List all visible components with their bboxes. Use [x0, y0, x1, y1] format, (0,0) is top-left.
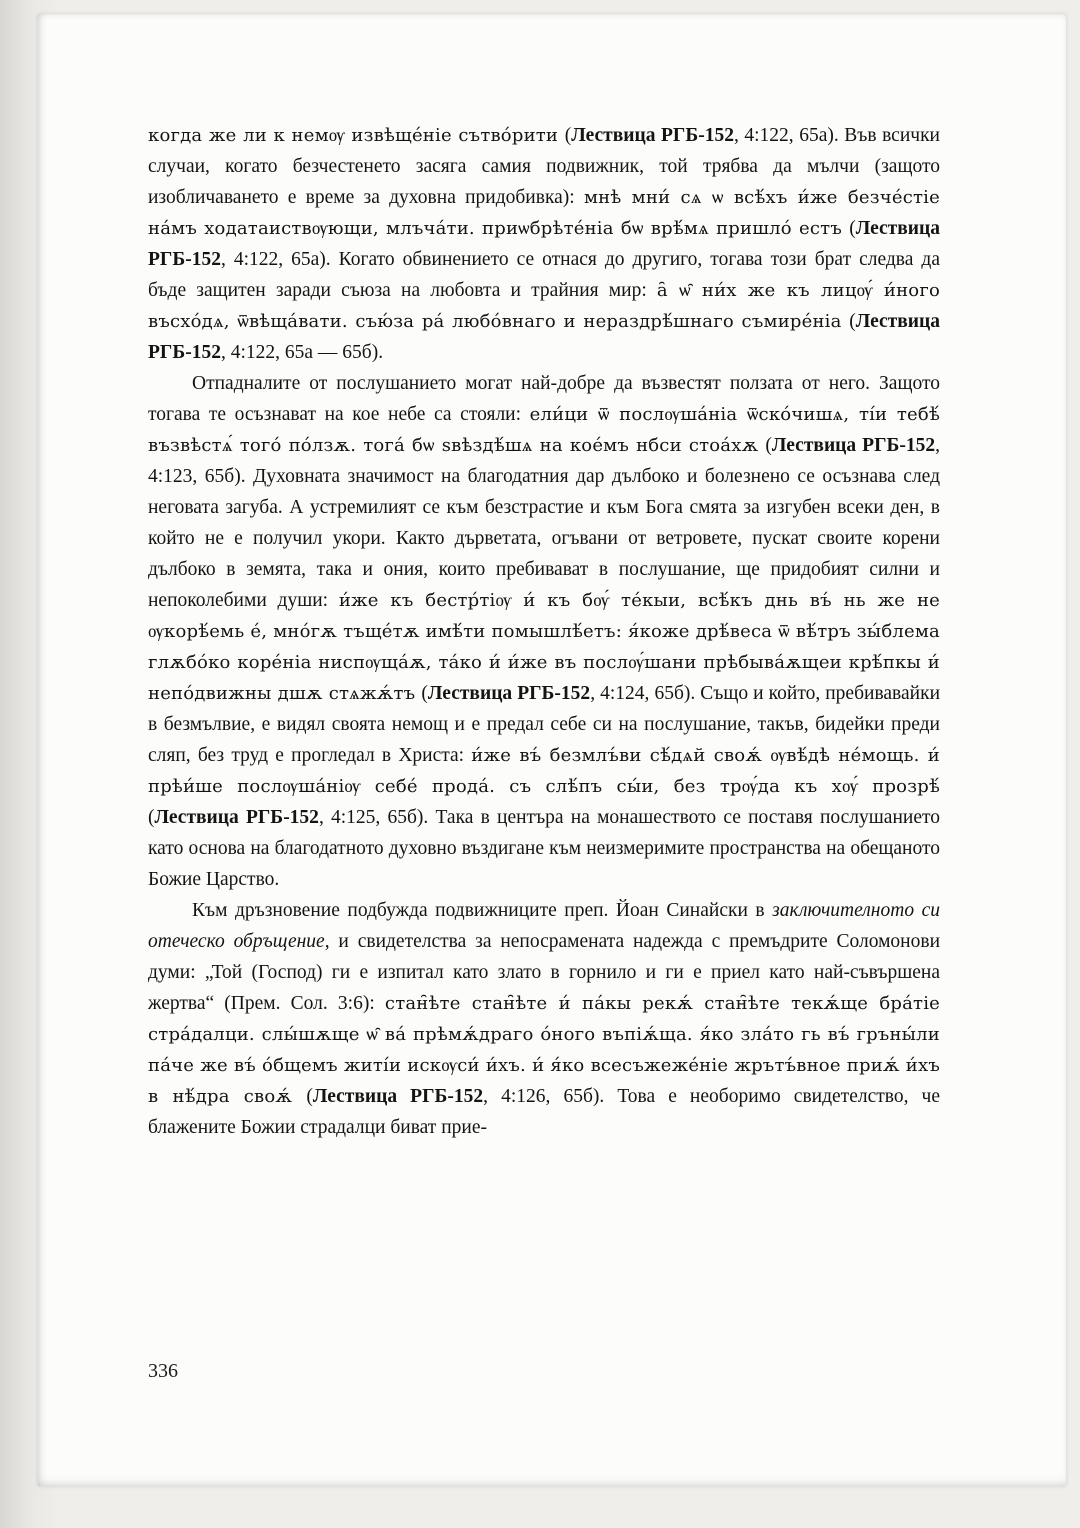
text-run-body: , и свидетелства за непосрамената надежда с премъдрите Соломонови думи: „Той (Господ) ги е изпитал като злато в горнило и ги е приел като най-съвършена жертва“ (Прем. Сол. 3:6):	[148, 931, 941, 1014]
text-run-body: (	[421, 683, 428, 704]
page-number: 336	[148, 1360, 178, 1382]
text-run-cs: ели́ци ѿ послѹша́ніа ѿско́чишѧ, ті́и тебѣ́ възвѣстѧ́ того́ по́лзѫ. тога́ бѡ ѕвѣздѣ́шѧ на кое́мъ нбси стоа́хѫ	[148, 404, 940, 456]
paragraph	[148, 368, 940, 895]
text-run-body: , 4:122, 65а). Във всички случаи, когато безчестенето засяга самия подвижник, той трябва да мълчи (защото изобличаването е време за духовна придобивка):	[148, 125, 940, 208]
text-run-cs: и́же къ бестр́тіѹ и́ къ бѹ́ те́кыи, всѣ́къ днь въ́ нь же не ѹкорѣ́емь е́, мно́гѫ тъще́тѫ имѣ́ти помышлѣ́етъ: я́коже дрѣ́веса ѿ вѣ́тръ зы́блема глѫбо́ко коре́ніа ниспѹща́ѫ, та́ко и́ и́же въ послѹ́шани прѣбыва́ѫщеи крѣ́пкы и́ непо́движны дшѫ стѧжѫ́тъ	[148, 590, 941, 704]
text-run-b: Лествица РГБ-152	[427, 683, 591, 704]
text-run-i: заключителното си отеческо обръщение	[148, 900, 940, 952]
text-run-cs: стан̑ѣте стан̑ѣте и́ па́кы рекѫ́ стан̑ѣте текѫ́ще бра́тіе стра́далци. слы́шѫще ѡ̑ ва́ прѣмѫ́драго о́ного въпіѫ́ща. я́ко зла́то гь въ́ гръны́ли па́че же въ́ о́бщемъ житі́и искѹси́ и́хъ. и́ я́ко всесъжеже́ніе жрътъ́вное приѫ́ и́хъ в нѣ́дра своѫ́	[148, 993, 940, 1107]
text-run-body: (	[564, 125, 572, 146]
paragraph	[148, 120, 940, 368]
text-run-body: , 4:122, 65а). Когато обвинението се отнася до другиго, тогава този брат следва да бъде защитен заради съюза на любовта и трайния мир:	[148, 249, 940, 301]
text-run-b: Лествица РГБ-152	[571, 125, 734, 146]
text-run-body: , 4:123, 65б). Духовната значимост на благодатния дар дълбоко и болезнено се осъзнава след неговата загуба. А устремилият се към безстрастие и към Бога смята за изгубен всеки ден, в който не е получил укори. Както дърветата, огъвани от ветровете, пускат своите корени дълбоко в земята, така и ония, които пребивават в послушание, ще придобият силни и непоколебими души:	[148, 435, 940, 611]
text-run-body: (	[148, 807, 155, 828]
text-run-cs: и́же въ́ безмлъ́ви сѣ́дѧй своѫ́ ѹвѣ́дѣ не́мощь. и́ прѣи́ше послѹша́ніѹ себе́ прода́. съ слѣ́пъ сы́и, без трѹ́да къ хѹ́ прозрѣ́	[148, 745, 940, 797]
text-run-body: (	[765, 435, 772, 456]
text-run-body: , 4:126, 65б). Това е необоримо свидетелство, че блажените Божии страдалци биват прие-	[148, 1086, 940, 1138]
text-run-b: Лествица РГБ-152	[148, 218, 940, 270]
text-run-cs: когда же ли к немѹ извѣще́ніе сътво́рити	[148, 125, 565, 146]
text-run-body: , 4:125, 65б). Така в центъра на монашеството се поставя послушанието като основа на благодатното духовно въздигане към неизмеримите пространства на обещаното Божие Царство.	[148, 807, 940, 890]
text-run-body: , 4:122, 65а — 65б).	[220, 342, 384, 363]
paragraph	[148, 895, 940, 1143]
text-run-b: Лествица РГБ-152	[771, 435, 936, 456]
text-run-body: Към дръзновение подбужда подвижниците преп. Йоан Синайски в	[192, 900, 773, 921]
text-run-body: (	[849, 218, 856, 239]
book-page	[38, 14, 1066, 1486]
text-run-b: Лествица РГБ-152	[148, 311, 940, 363]
text-run-body: , 4:124, 65б). Също и който, пребивавайки в безмълвие, е видял своята немощ и е предал себе си на послушание, такъв, бидейки преди сляп, без труд е прогледал в Христа:	[148, 683, 941, 766]
text-run-body: Отпадналите от послушанието могат най-добре да възвестят ползата от него. Защото тогава те осъзнават на кое небе са стояли:	[148, 373, 940, 425]
text-run-b: Лествица РГБ-152	[312, 1086, 484, 1107]
text-run-cs: мнѣ мни́ сѧ ѡ всѣ́хъ и́же безче́стіе на́мъ ходатаиствѹющи, млъча́ти. приѡбрѣте́ніа бѡ врѣ́мѧ пришло́ естъ	[148, 187, 940, 239]
text-run-b: Лествица РГБ-152	[154, 807, 319, 828]
text-run-cs: а̑ ѡ̑ ни́х же къ лицѹ́ и́ного въсхо́дѧ, ѿвѣща́вати. съю́за ра́ любо́внаго и нераздрѣ́шнаго съмире́ніа	[148, 280, 940, 332]
text-run-body: (	[849, 311, 856, 332]
text-run-body: (	[306, 1086, 313, 1107]
text-block	[148, 120, 940, 1143]
